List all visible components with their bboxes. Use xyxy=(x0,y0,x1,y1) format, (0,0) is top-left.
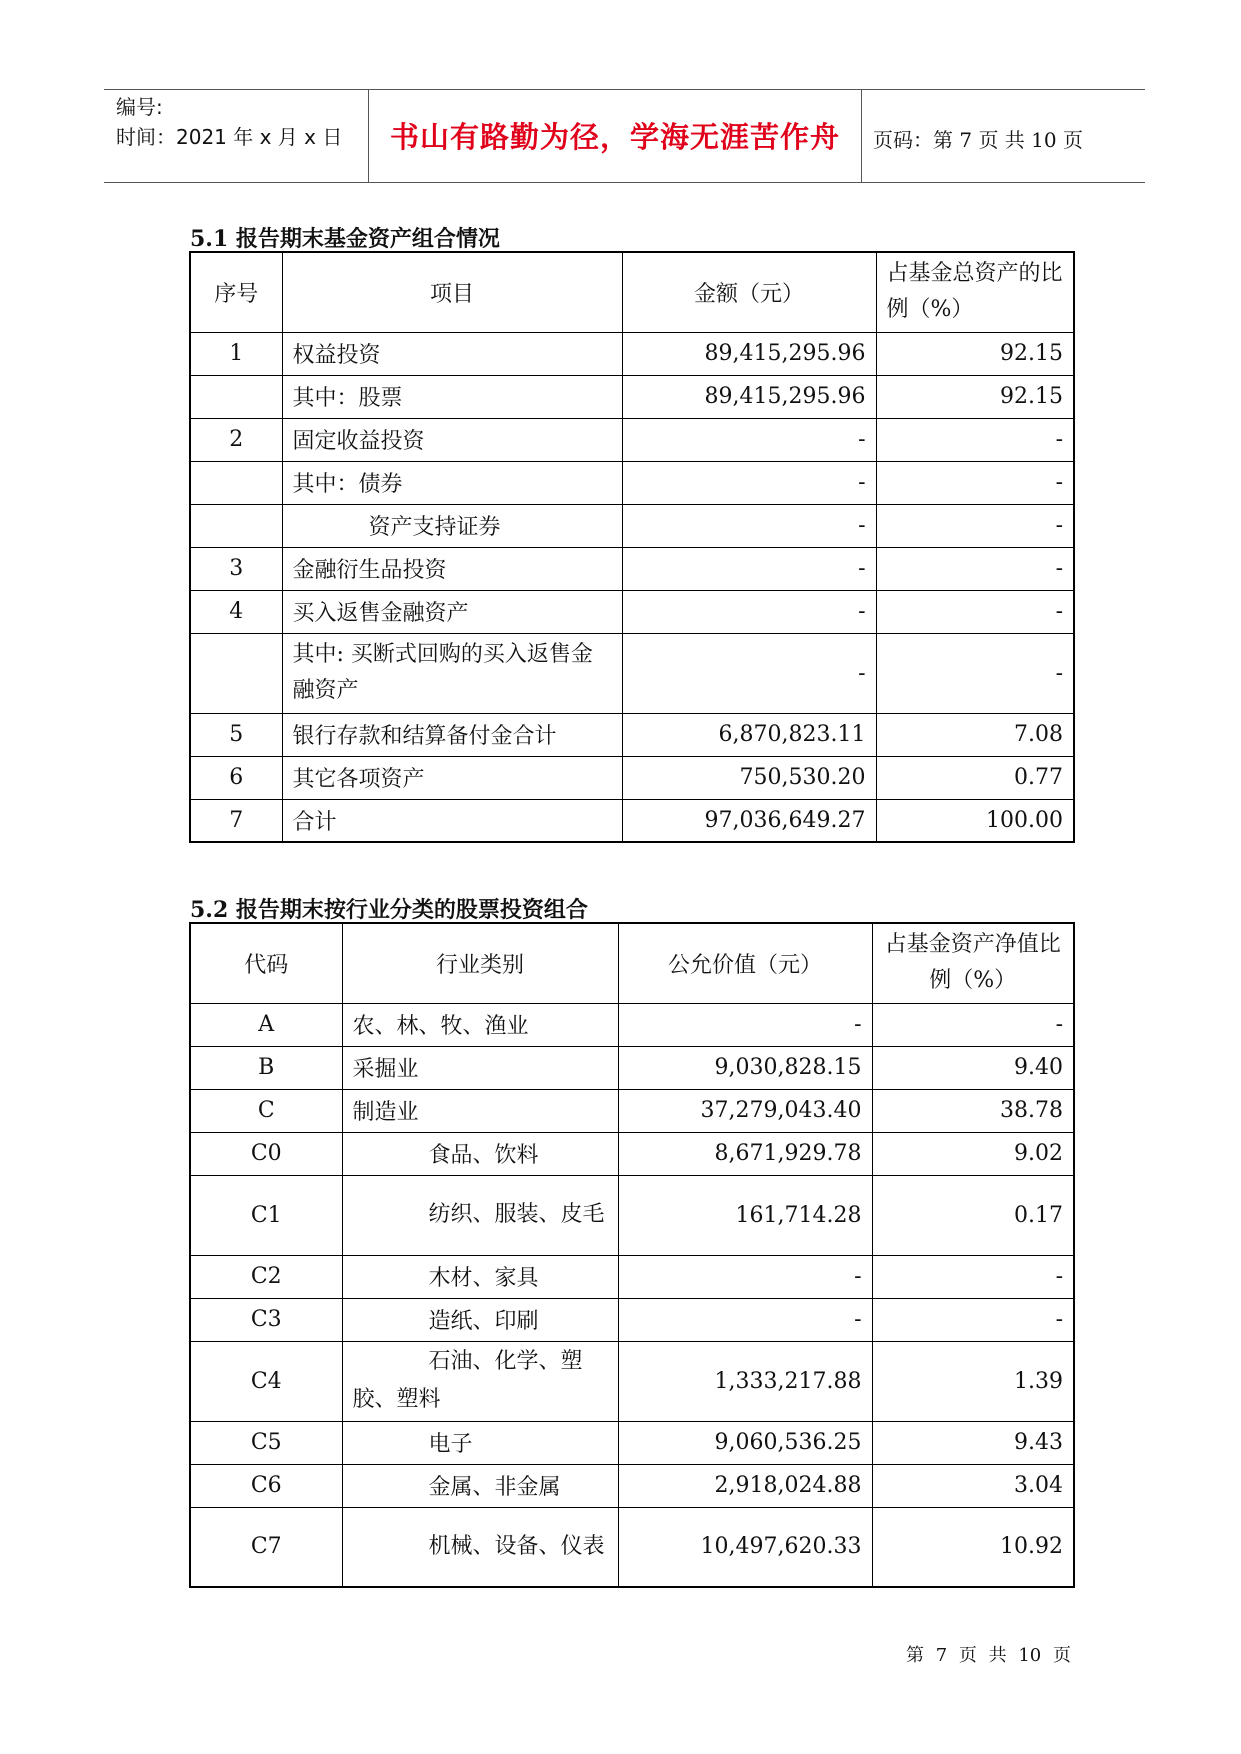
cell-no xyxy=(190,504,282,547)
footer-page-number: 第 7 页 共 10 页 xyxy=(906,1645,1071,1666)
cell-amount: - xyxy=(622,547,876,590)
cell-ratio: 10.92 xyxy=(872,1507,1074,1587)
cell-no: 4 xyxy=(190,590,282,633)
table-row xyxy=(190,547,1074,590)
cell-item: 资产支持证券 xyxy=(282,504,622,547)
cell-ratio: 100.00 xyxy=(876,799,1074,842)
col-header-industry: 行业类别 xyxy=(342,923,618,1003)
table-row xyxy=(190,1341,1074,1421)
header-divider-left xyxy=(368,90,369,182)
cell-item: 固定收益投资 xyxy=(282,418,622,461)
cell-industry: 石油、化学、塑胶、塑料 xyxy=(342,1341,618,1421)
col-header-amount: 金额（元） xyxy=(622,252,876,332)
col-header-value: 公允价值（元） xyxy=(618,923,872,1003)
table-header-row xyxy=(190,923,1074,1003)
table-row xyxy=(190,1089,1074,1132)
table-row xyxy=(190,1175,1074,1255)
col-header-item: 项目 xyxy=(282,252,622,332)
table-row xyxy=(190,633,1074,713)
cell-ratio: - xyxy=(876,461,1074,504)
cell-industry: 机械、设备、仪表 xyxy=(342,1507,618,1587)
cell-ratio: - xyxy=(872,1298,1074,1341)
cell-ratio: 9.40 xyxy=(872,1046,1074,1089)
cell-amount: 89,415,295.96 xyxy=(622,375,876,418)
cell-no xyxy=(190,375,282,418)
table-row xyxy=(190,799,1074,842)
cell-code: C xyxy=(190,1089,342,1132)
cell-industry: 采掘业 xyxy=(342,1046,618,1089)
header-number: 编号: xyxy=(116,95,163,119)
cell-value: - xyxy=(618,1298,872,1341)
col-header-no: 序号 xyxy=(190,252,282,332)
header-page-number: 页码：第 7 页 共 10 页 xyxy=(873,128,1083,152)
table-row xyxy=(190,504,1074,547)
cell-value: 2,918,024.88 xyxy=(618,1464,872,1507)
table-row xyxy=(190,756,1074,799)
cell-ratio: - xyxy=(872,1003,1074,1046)
table-row xyxy=(190,590,1074,633)
cell-ratio: 92.15 xyxy=(876,332,1074,375)
table-row xyxy=(190,1046,1074,1089)
cell-item: 合计 xyxy=(282,799,622,842)
cell-ratio: 0.17 xyxy=(872,1175,1074,1255)
cell-no: 5 xyxy=(190,713,282,756)
section1-title: 5.1 报告期末基金资产组合情况 xyxy=(190,226,500,252)
table-row xyxy=(190,713,1074,756)
table-row xyxy=(190,1507,1074,1587)
cell-ratio: - xyxy=(876,504,1074,547)
cell-code: C2 xyxy=(190,1255,342,1298)
cell-value: 9,030,828.15 xyxy=(618,1046,872,1089)
table-row xyxy=(190,332,1074,375)
cell-ratio: - xyxy=(876,418,1074,461)
header-bottom-rule xyxy=(104,182,1145,183)
cell-code: C6 xyxy=(190,1464,342,1507)
cell-ratio: 1.39 xyxy=(872,1341,1074,1421)
asset-allocation-table xyxy=(189,251,1075,843)
cell-ratio: 9.02 xyxy=(872,1132,1074,1175)
cell-no xyxy=(190,633,282,713)
cell-amount: - xyxy=(622,590,876,633)
cell-amount: 750,530.20 xyxy=(622,756,876,799)
cell-code: C7 xyxy=(190,1507,342,1587)
cell-amount: 97,036,649.27 xyxy=(622,799,876,842)
cell-value: 9,060,536.25 xyxy=(618,1421,872,1464)
cell-code: A xyxy=(190,1003,342,1046)
col-header-code: 代码 xyxy=(190,923,342,1003)
cell-industry: 制造业 xyxy=(342,1089,618,1132)
cell-amount: - xyxy=(622,633,876,713)
table-row xyxy=(190,461,1074,504)
cell-ratio: 38.78 xyxy=(872,1089,1074,1132)
cell-value: 1,333,217.88 xyxy=(618,1341,872,1421)
cell-item: 买入返售金融资产 xyxy=(282,590,622,633)
table-row xyxy=(190,1132,1074,1175)
cell-no: 1 xyxy=(190,332,282,375)
cell-code: B xyxy=(190,1046,342,1089)
cell-no: 6 xyxy=(190,756,282,799)
cell-value: 10,497,620.33 xyxy=(618,1507,872,1587)
header-divider-right xyxy=(861,90,862,182)
cell-value: 161,714.28 xyxy=(618,1175,872,1255)
table-row xyxy=(190,1464,1074,1507)
cell-industry: 纺织、服装、皮毛 xyxy=(342,1175,618,1255)
table-row xyxy=(190,418,1074,461)
col-header-ratio: 占基金资产净值比例（%） xyxy=(872,923,1074,1003)
cell-ratio: - xyxy=(876,590,1074,633)
cell-code: C1 xyxy=(190,1175,342,1255)
table-header-row xyxy=(190,252,1074,332)
cell-item: 其中：债券 xyxy=(282,461,622,504)
cell-code: C4 xyxy=(190,1341,342,1421)
cell-amount: - xyxy=(622,418,876,461)
table-row xyxy=(190,1255,1074,1298)
cell-code: C0 xyxy=(190,1132,342,1175)
cell-item: 其中: 买断式回购的买入返售金融资产 xyxy=(282,633,622,713)
cell-ratio: 3.04 xyxy=(872,1464,1074,1507)
cell-item: 其中：股票 xyxy=(282,375,622,418)
cell-ratio: 9.43 xyxy=(872,1421,1074,1464)
cell-ratio: 0.77 xyxy=(876,756,1074,799)
cell-ratio: - xyxy=(876,547,1074,590)
cell-amount: - xyxy=(622,461,876,504)
cell-value: 8,671,929.78 xyxy=(618,1132,872,1175)
cell-item: 权益投资 xyxy=(282,332,622,375)
cell-industry: 食品、饮料 xyxy=(342,1132,618,1175)
cell-industry: 金属、非金属 xyxy=(342,1464,618,1507)
cell-industry: 木材、家具 xyxy=(342,1255,618,1298)
cell-amount: 89,415,295.96 xyxy=(622,332,876,375)
cell-no xyxy=(190,461,282,504)
header-top-rule xyxy=(104,89,1145,90)
header-time: 时间：2021 年 x 月 x 日 xyxy=(116,125,343,149)
cell-amount: 6,870,823.11 xyxy=(622,713,876,756)
cell-no: 2 xyxy=(190,418,282,461)
section2-title: 5.2 报告期末按行业分类的股票投资组合 xyxy=(190,897,588,923)
table-row xyxy=(190,1298,1074,1341)
col-header-ratio: 占基金总资产的比例（%） xyxy=(876,252,1074,332)
table-row xyxy=(190,1003,1074,1046)
cell-item: 金融衍生品投资 xyxy=(282,547,622,590)
cell-industry: 农、林、牧、渔业 xyxy=(342,1003,618,1046)
cell-industry: 造纸、印刷 xyxy=(342,1298,618,1341)
cell-industry: 电子 xyxy=(342,1421,618,1464)
cell-ratio: 7.08 xyxy=(876,713,1074,756)
cell-ratio: - xyxy=(876,633,1074,713)
cell-code: C5 xyxy=(190,1421,342,1464)
cell-value: - xyxy=(618,1255,872,1298)
header-motto: 书山有路勤为径，学海无涯苦作舟 xyxy=(389,120,840,154)
cell-value: - xyxy=(618,1003,872,1046)
cell-ratio: 92.15 xyxy=(876,375,1074,418)
header-left xyxy=(116,92,342,152)
table-row xyxy=(190,375,1074,418)
cell-ratio: - xyxy=(872,1255,1074,1298)
cell-item: 银行存款和结算备付金合计 xyxy=(282,713,622,756)
cell-value: 37,279,043.40 xyxy=(618,1089,872,1132)
cell-no: 7 xyxy=(190,799,282,842)
cell-no: 3 xyxy=(190,547,282,590)
cell-code: C3 xyxy=(190,1298,342,1341)
industry-stock-table xyxy=(189,922,1075,1588)
table-row xyxy=(190,1421,1074,1464)
cell-item: 其它各项资产 xyxy=(282,756,622,799)
cell-amount: - xyxy=(622,504,876,547)
